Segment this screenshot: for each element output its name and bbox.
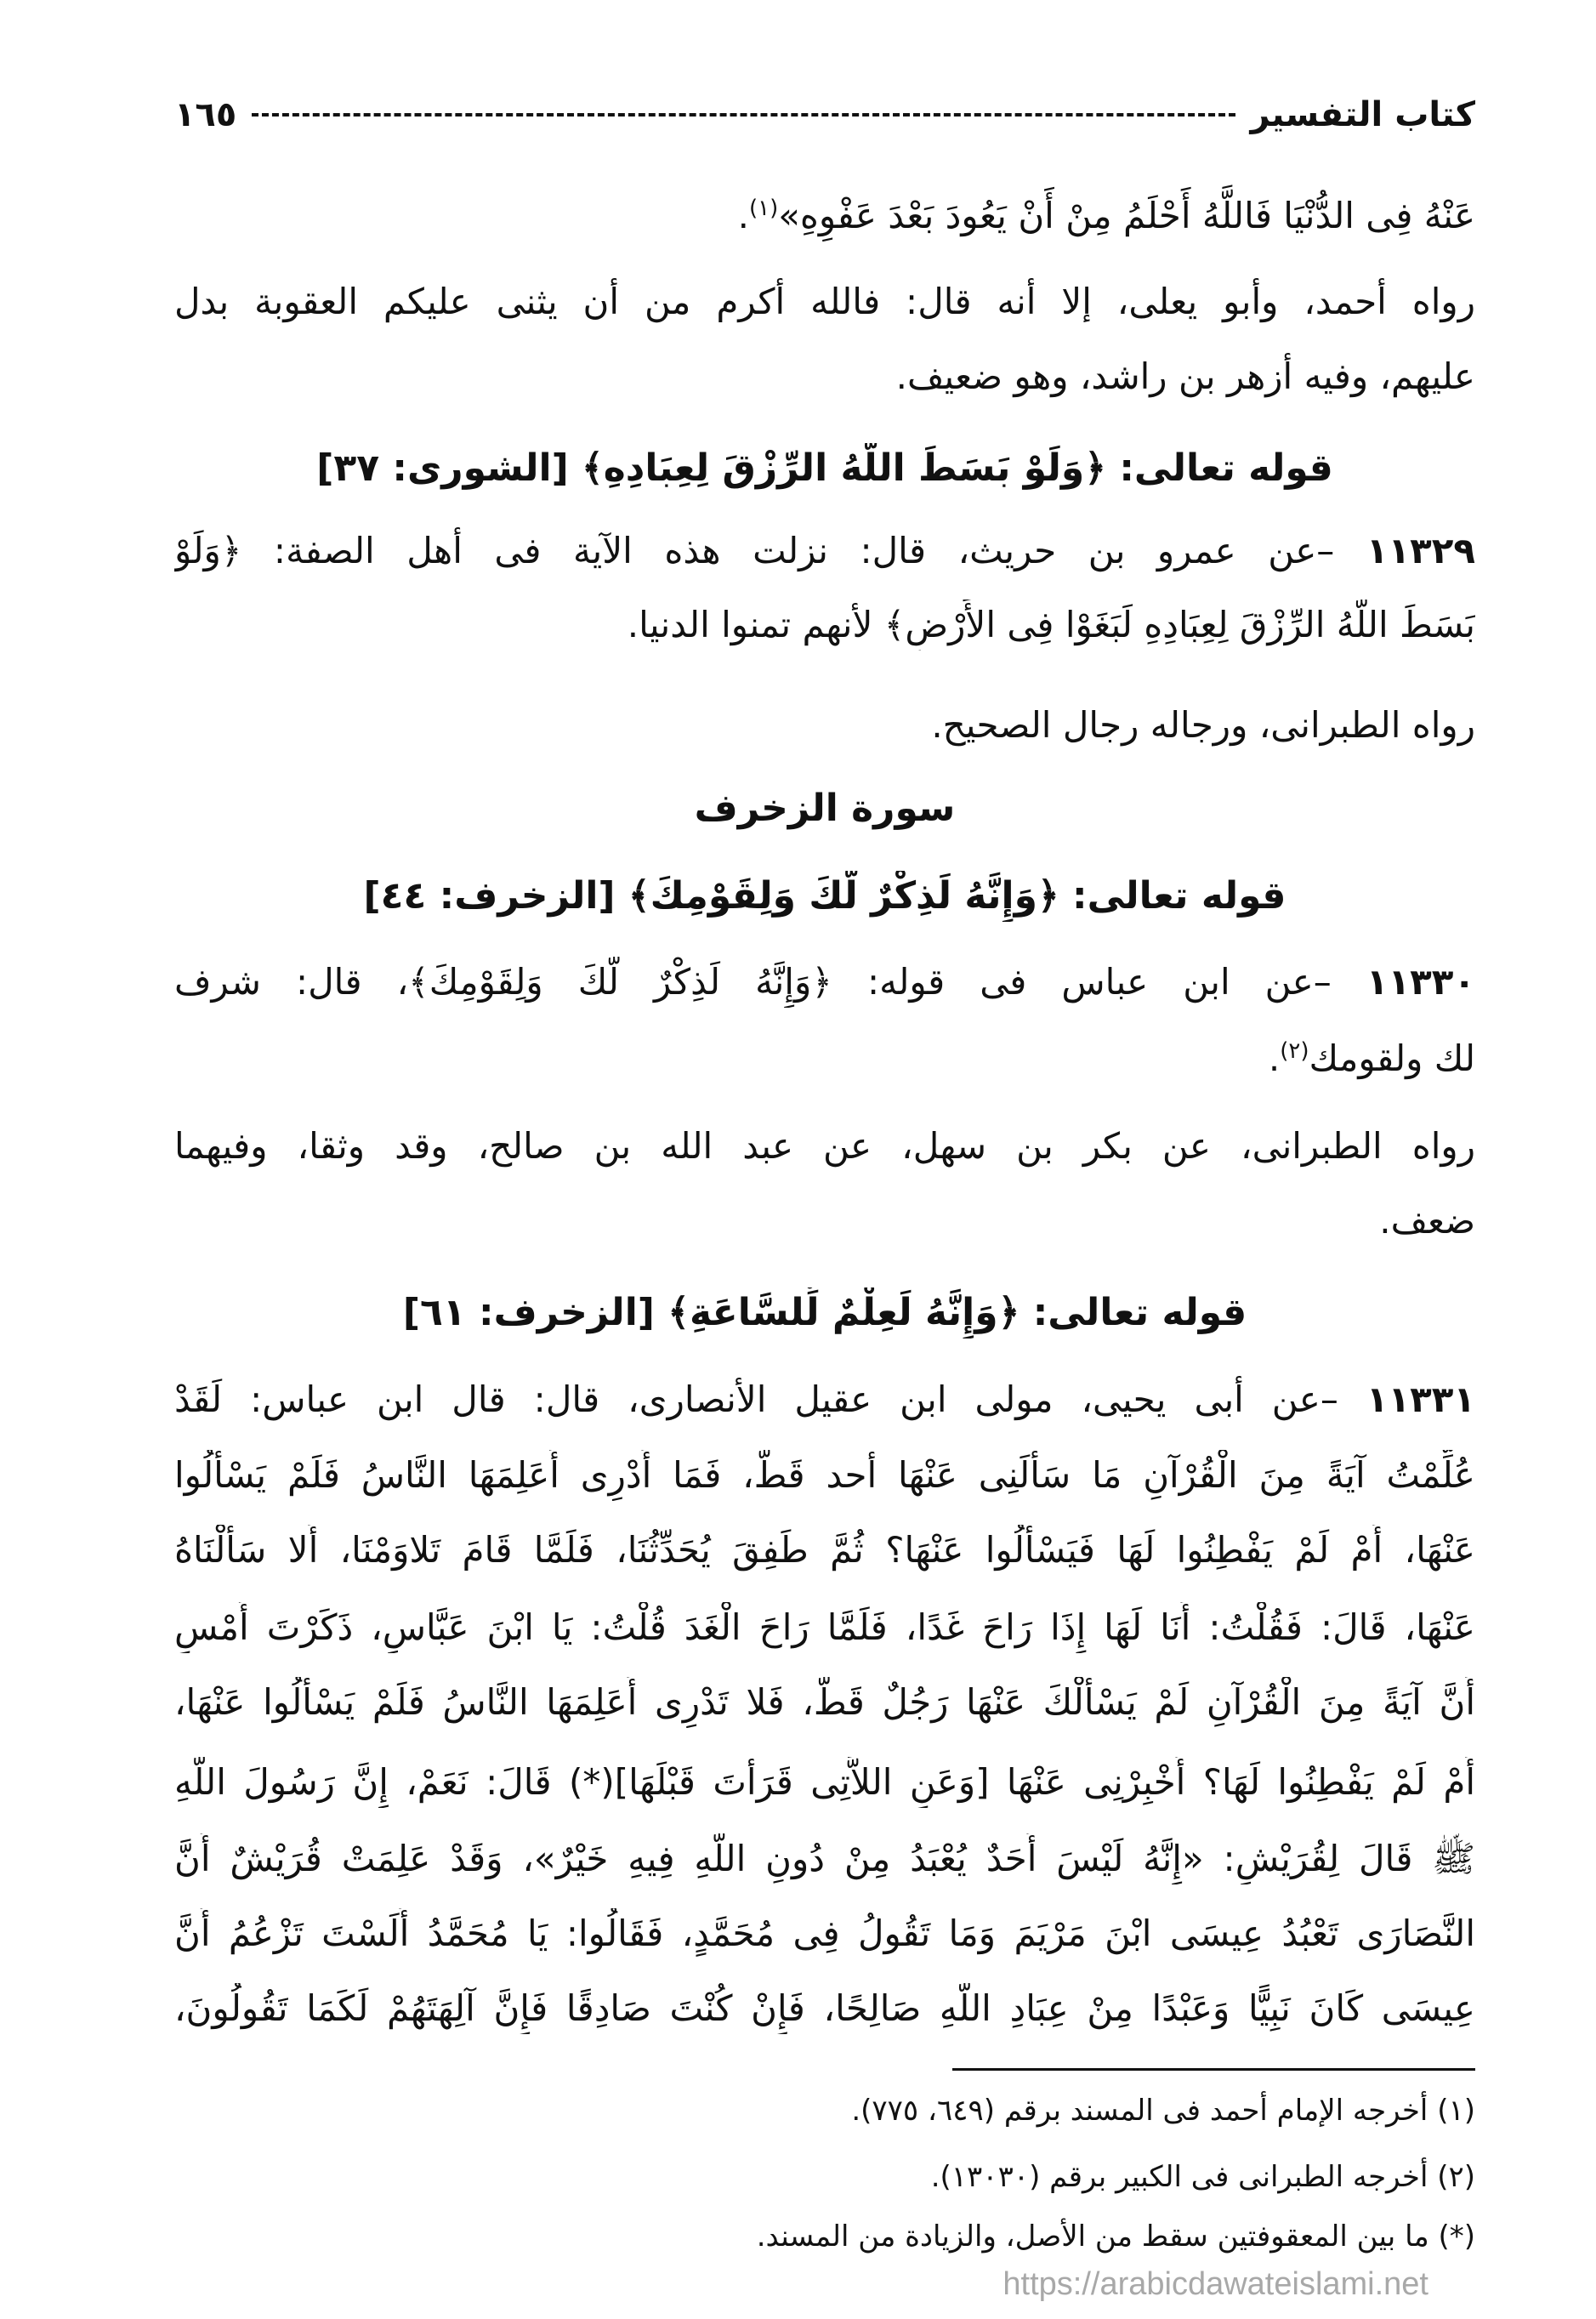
watermark-url: https://arabicdawateislami.net <box>1002 2266 1428 2302</box>
paragraph-line: عَنْهُ فِى الدُّنْيَا فَاللَّهُ أَحْلَمُ مِنْ أَنْ يَعُودَ بَعْدَ عَفْوِهِ»$^{(١)}$. <box>737 195 1475 236</box>
header-title: كتاب التفسير <box>1250 95 1475 134</box>
hadith-line: أَمْ لَمْ يَفْطِنُوا لَهَا؟ أَخْبِرْنِى عَنْهَا [وَعَنِ اللاَّتِى قَرَأْتَ قَبْلَهَا](*) قَالَ: نَعَمْ، إِنَّ رَسُولَ اللَّهِ <box>174 1761 1475 1803</box>
hadith-line: ﷺ قَالَ لِقُرَيْشٍ: «إِنَّهُ لَيْسَ أَحَدٌ يُعْبَدُ مِنْ دُونِ اللَّهِ فِيهِ خَيْرٌ»، وَقَدْ عَلِمَتْ قُرَيْشٌ أَنَّ <box>174 1838 1475 1879</box>
section-heading: قوله تعالى: ﴿وَلَوْ بَسَطَ اللَّهُ الرِّزْقَ لِعِبَادِهِ﴾ [الشورى: ٣٧] <box>316 446 1333 490</box>
hadith-line: عَنْهَا، قَالَ: فَقُلْتُ: أَنَا لَهَا إِذَا رَاحَ غَدًا، فَلَمَّا رَاحَ الْغَدَ قُلْتُ: يَا ابْنَ عَبَّاسٍ، ذَكَرْتَ أَمْسِ <box>174 1606 1475 1648</box>
hadith-source: رواه الطبرانى، ورجاله رجال الصحيح. <box>931 704 1475 746</box>
footnote-divider <box>952 2068 1475 2071</box>
footnote: (٢) أخرجه الطبرانى فى الكبير برقم (١٣٠٣٠). <box>930 2160 1475 2194</box>
page-number: ١٦٥ <box>174 95 237 134</box>
header-dashed-rule <box>252 113 1235 117</box>
hadith-line: أَنَّ آيَةً مِنَ الْقُرْآنِ لَمْ يَسْأَلْكَ عَنْهَا رَجُلٌ قَطُّ، فَلا تَدْرِى أَعَلِمَهَا النَّاسُ فَلَمْ يَسْأَلُوا عَنْهَا، <box>174 1681 1475 1723</box>
section-heading: قوله تعالى: ﴿وَإِنَّهُ لَعِلْمٌ لِّلسَّاعَةِ﴾ [الزخرف: ٦١] <box>402 1291 1247 1334</box>
hadith-number: ١١٣٣٠ <box>1366 961 1475 1003</box>
hadith-line: النَّصَارَى تَعْبُدُ عِيسَى ابْنَ مَرْيَمَ وَمَا تَقُولُ فِى مُحَمَّدٍ، فَقَالُوا: يَا مُحَمَّدُ أَلَسْتَ تَزْعُمُ أَنَّ <box>174 1913 1475 1954</box>
footnote-ref: (١) <box>748 196 779 221</box>
hadith-line: عَنْهَا، أَمْ لَمْ يَفْطِنُوا لَهَا فَيَسْأَلُوا عَنْهَا؟ ثُمَّ طَفِقَ يُحَدِّثُنَا، فَلَمَّا قَامَ تَلاوَمْنَا، أَلا سَأَلْنَاهُ <box>174 1529 1475 1571</box>
footnote: (١) أخرجه الإمام أحمد فى المسند برقم (٦٤٩، ٧٧٥). <box>851 2094 1475 2128</box>
section-heading: قوله تعالى: ﴿وَإِنَّهُ لَذِكْرٌ لَّكَ وَلِقَوْمِكَ﴾ [الزخرف: ٤٤] <box>363 874 1286 918</box>
hadith-source: رواه الطبرانى، عن بكر بن سهل، عن عبد الله بن صالح، وقد وثقا، وفيهما <box>174 1125 1475 1167</box>
paragraph-line: عليهم، وفيه أزهر بن راشد، وهو ضعيف. <box>895 355 1475 397</box>
paragraph-line: رواه أحمد، وأبو يعلى، إلا أنه قال: فالله أكرم من أن يثنى عليكم العقوبة بدل <box>174 281 1475 322</box>
hadith-line: بَسَطَ اللَّهُ الرِّزْقَ لِعِبَادِهِ لَبَغَوْا فِى الأَرْضِ﴾ لأنهم تمنوا الدنيا. <box>627 604 1475 645</box>
surah-title: سورة الزخرف <box>694 787 956 830</box>
hadith-source: ضعف. <box>1379 1200 1475 1242</box>
hadith-line: لك ولقومك$^{(٢)}$. <box>1268 1037 1475 1079</box>
hadith-number: ١١٣٣١ <box>1366 1378 1475 1420</box>
footnote-ref: (٢) <box>1280 1038 1309 1064</box>
footnote: (*) ما بين المعقوفتين سقط من الأصل، والزيادة من المسند. <box>756 2220 1475 2254</box>
hadith-line: ١١٣٢٩ –عن عمرو بن حريث، قال: نزلت هذه الآية فى أهل الصفة: ﴿وَلَوْ <box>174 530 1475 571</box>
hadith-line: ١١٣٣٠ –عن ابن عباس فى قوله: ﴿وَإِنَّهُ لَذِكْرٌ لَّكَ وَلِقَوْمِكَ﴾، قال: شرف <box>174 961 1475 1003</box>
hadith-line: ١١٣٣١ –عن أبى يحيى، مولى ابن عقيل الأنصارى، قال: قال ابن عباس: لَقَدْ <box>174 1378 1475 1420</box>
running-header <box>174 89 1475 140</box>
hadith-line: عِيسَى كَانَ نَبِيًّا وَعَبْدًا مِنْ عِبَادِ اللَّهِ صَالِحًا، فَإِنْ كُنْتَ صَادِقًا فَإِنَّ آلِهَتَهُمْ لَكَمَا تَقُولُونَ، <box>174 1987 1475 2029</box>
hadith-line: عُلِّمْتُ آيَةً مِنَ الْقُرْآنِ مَا سَأَلَنِى عَنْهَا أحد قَطُّ، فَمَا أَدْرِى أَعَلِمَهَا النَّاسُ فَلَمْ يَسْأَلُوا <box>174 1454 1475 1496</box>
hadith-number: ١١٣٢٩ <box>1366 530 1475 571</box>
